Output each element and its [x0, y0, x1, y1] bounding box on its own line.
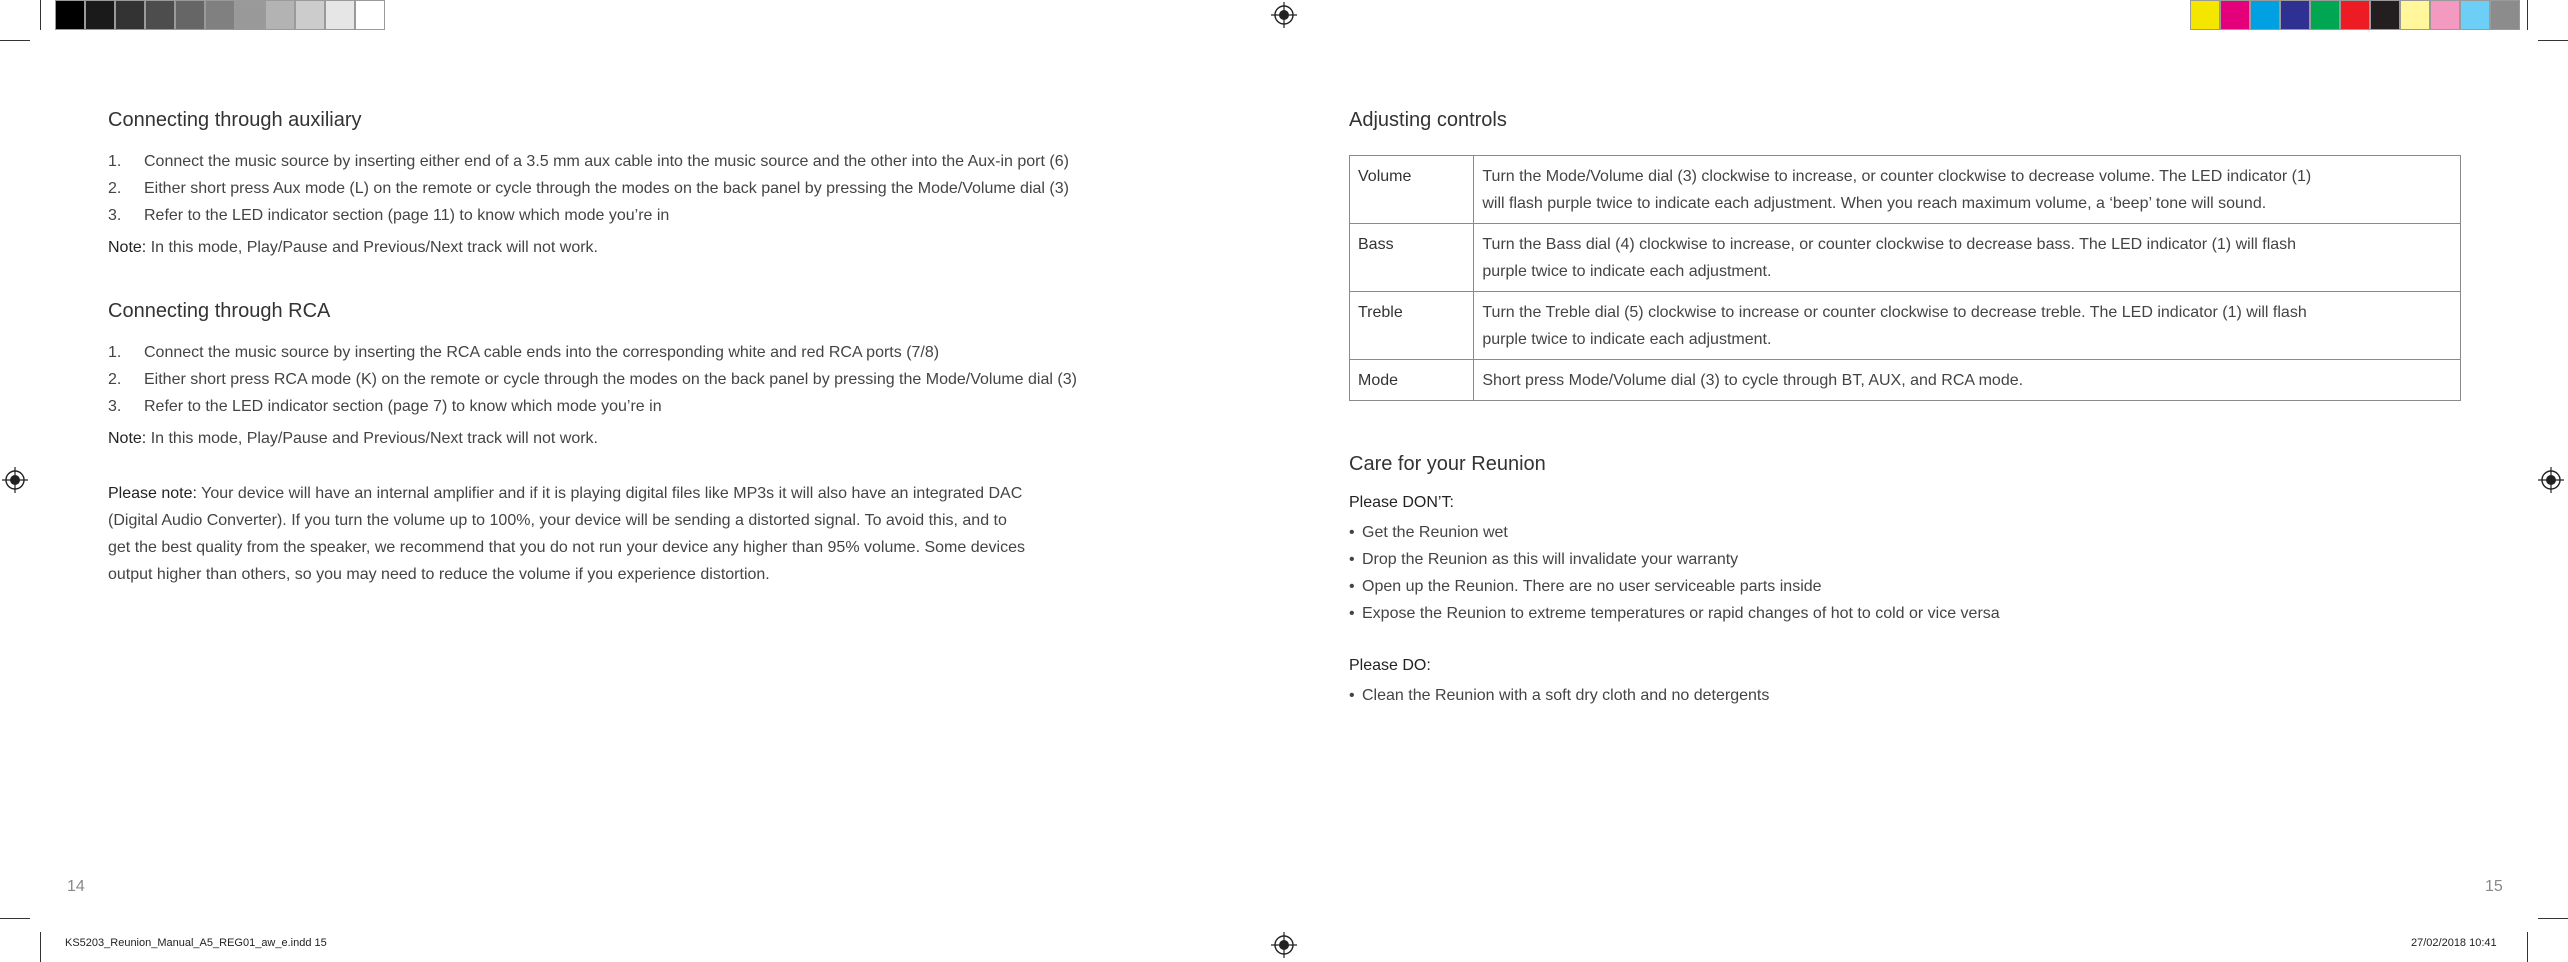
control-description: Turn the Mode/Volume dial (3) clockwise to increase, or counter clockwise to decrease volume. The LED indicator (1) will flash purple twice to indicate each adjustment. When you reach maximum volume, a ‘beep’ tone will sound.: [1474, 156, 2461, 224]
color-swatch: [2400, 0, 2430, 30]
list-item: • Open up the Reunion. There are no user serviceable parts inside: [1349, 578, 1822, 595]
color-swatch: [115, 0, 145, 30]
list-item: • Clean the Reunion with a soft dry cloth and no detergents: [1349, 687, 1770, 704]
crop-mark: [2538, 40, 2568, 41]
page-number-left: 14: [67, 878, 85, 895]
color-swatch: [235, 0, 265, 30]
color-swatch: [295, 0, 325, 30]
color-swatch: [85, 0, 115, 30]
crop-mark: [0, 40, 30, 41]
registration-mark-icon: [1271, 932, 1297, 958]
color-swatch: [355, 0, 385, 30]
footer-timestamp: 27/02/2018 10:41: [2411, 937, 2497, 949]
footer-file-name: KS5203_Reunion_Manual_A5_REG01_aw_e.indd 15: [65, 937, 327, 949]
control-name: Volume: [1350, 156, 1474, 224]
color-swatch: [2490, 0, 2520, 30]
control-description: Turn the Bass dial (4) clockwise to increase, or counter clockwise to decrease bass. The LED indicator (1) will flash purple twice to indicate each adjustment.: [1474, 224, 2461, 292]
table-row: [1350, 360, 2461, 401]
color-swatch: [2370, 0, 2400, 30]
dont-list: [1349, 519, 2000, 627]
process-color-bar: [2190, 0, 2520, 30]
list-item: • Get the Reunion wet: [1349, 524, 1508, 541]
auxiliary-steps-list: [108, 148, 1069, 229]
list-item: • Drop the Reunion as this will invalidate your warranty: [1349, 551, 1739, 568]
color-swatch: [2430, 0, 2460, 30]
crop-mark: [2538, 918, 2568, 919]
control-name: Treble: [1350, 292, 1474, 360]
list-item: 3. Refer to the LED indicator section (page 11) to know which mode you’re in: [108, 207, 670, 224]
controls-table: [1349, 155, 2461, 401]
color-swatch: [265, 0, 295, 30]
do-label: Please DO:: [1349, 657, 1431, 674]
color-swatch: [2340, 0, 2370, 30]
color-swatch: [2250, 0, 2280, 30]
grayscale-color-bar: [55, 0, 385, 30]
registration-mark-icon: [2, 467, 28, 493]
list-item: 1. Connect the music source by inserting the RCA cable ends into the corresponding white and red RCA ports (7/8): [108, 344, 940, 361]
crop-mark: [0, 918, 30, 919]
color-swatch: [175, 0, 205, 30]
color-swatch: [145, 0, 175, 30]
list-item: 2. Either short press RCA mode (K) on the remote or cycle through the modes on the back panel by pressing the Mode/Volume dial (3): [108, 371, 1077, 388]
section-heading-controls: Adjusting controls: [1349, 109, 1507, 131]
color-swatch: [2280, 0, 2310, 30]
color-swatch: [325, 0, 355, 30]
list-item: 3. Refer to the LED indicator section (page 7) to know which mode you’re in: [108, 398, 662, 415]
rca-steps-list: [108, 339, 1077, 420]
color-swatch: [205, 0, 235, 30]
crop-mark: [2527, 932, 2528, 962]
please-note-paragraph: Please note: Your device will have an internal amplifier and if it is playing digital files like MP3s it will also have an integrated DAC (Digital Audio Converter). If you turn the volume up to 100%, your device will be sending a distorted signal. To avoid this, and to get the best quality from the speaker, we recommend that you do not run your device any higher than 95% volume. Some devices output higher than others, so you may need to reduce the volume if you experience distortion.: [108, 485, 1025, 583]
table-row: [1350, 156, 2461, 224]
list-item: 1. Connect the music source by inserting either end of a 3.5 mm aux cable into the music source and the other into the Aux-in port (6): [108, 153, 1069, 170]
list-item: • Expose the Reunion to extreme temperatures or rapid changes of hot to cold or vice versa: [1349, 605, 2000, 622]
crop-mark: [40, 0, 41, 30]
page-number-right: 15: [2485, 878, 2503, 895]
section-heading-care: Care for your Reunion: [1349, 453, 1546, 475]
color-swatch: [2310, 0, 2340, 30]
color-swatch: [2460, 0, 2490, 30]
dont-label: Please DON’T:: [1349, 494, 1454, 511]
section-heading-rca: Connecting through RCA: [108, 300, 331, 322]
table-row: [1350, 292, 2461, 360]
crop-mark: [40, 932, 41, 962]
table-row: [1350, 224, 2461, 292]
auxiliary-note: Note: In this mode, Play/Pause and Previous/Next track will not work.: [108, 239, 598, 256]
color-swatch: [2190, 0, 2220, 30]
registration-mark-icon: [1271, 2, 1297, 28]
crop-mark: [2527, 0, 2528, 30]
rca-note: Note: In this mode, Play/Pause and Previous/Next track will not work.: [108, 430, 598, 447]
control-description: Turn the Treble dial (5) clockwise to increase or counter clockwise to decrease treble. The LED indicator (1) will flash purple twice to indicate each adjustment.: [1474, 292, 2461, 360]
control-name: Bass: [1350, 224, 1474, 292]
control-description: Short press Mode/Volume dial (3) to cycle through BT, AUX, and RCA mode.: [1474, 360, 2461, 401]
control-name: Mode: [1350, 360, 1474, 401]
section-heading-auxiliary: Connecting through auxiliary: [108, 109, 362, 131]
list-item: 2. Either short press Aux mode (L) on the remote or cycle through the modes on the back panel by pressing the Mode/Volume dial (3): [108, 180, 1069, 197]
color-swatch: [2220, 0, 2250, 30]
registration-mark-icon: [2538, 467, 2564, 493]
color-swatch: [55, 0, 85, 30]
do-list: [1349, 682, 1769, 709]
